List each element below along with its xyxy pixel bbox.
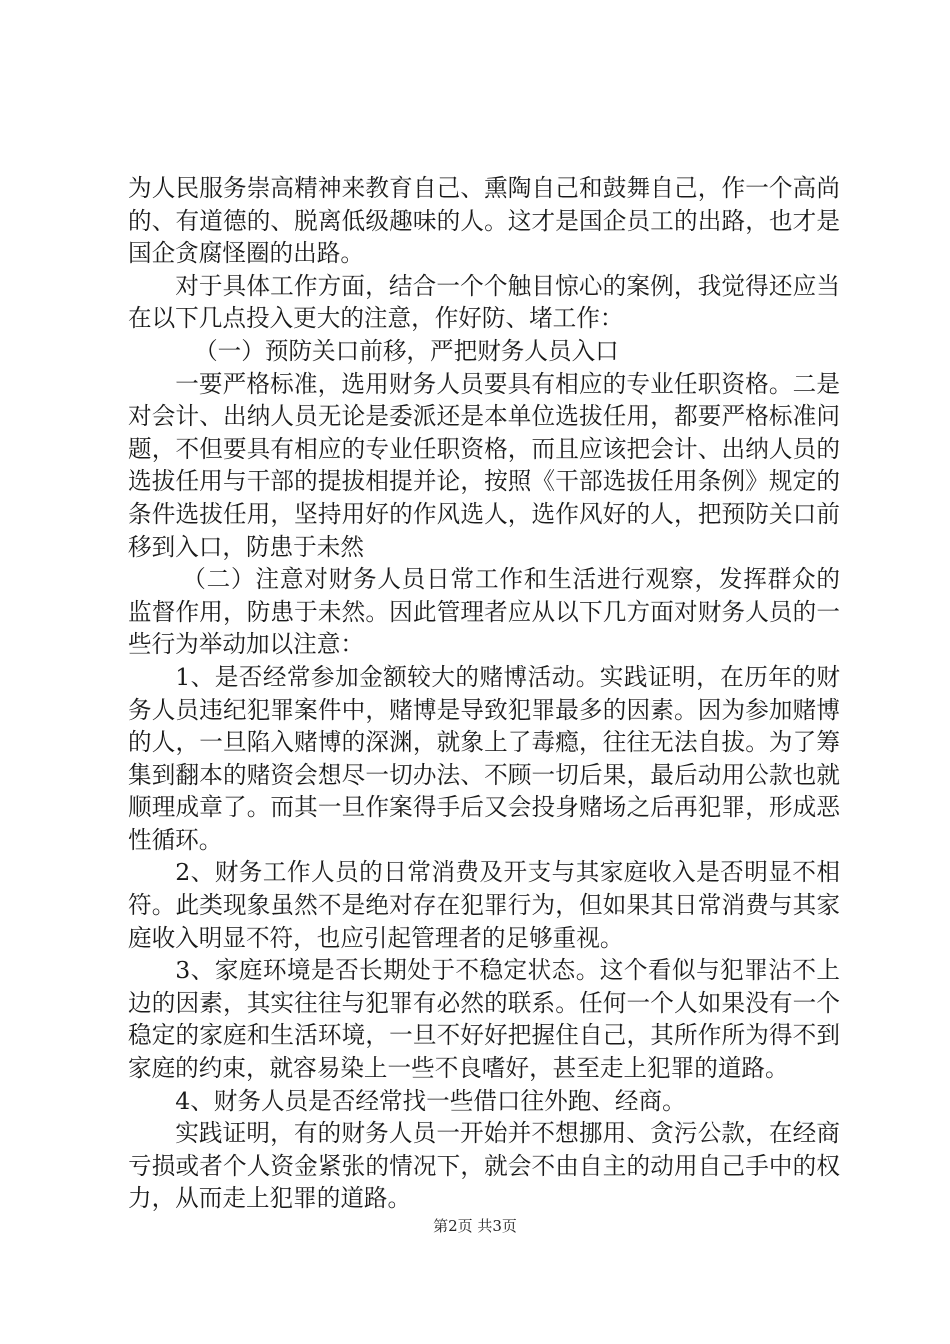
list-item-2: 2、财务工作人员的日常消费及开支与其家庭收入是否明显不相符。此类现象虽然不是绝对存在犯罪行为，但如果其日常消费与其家庭收入明显不符，也应引起管理者的足够重视。	[128, 858, 840, 952]
section-heading-1: （一）预防关口前移，严把财务人员入口	[194, 336, 619, 365]
list-item-4: 4、财务人员是否经常找一些借口往外跑、经商。	[175, 1086, 686, 1115]
list-item-1: 1、是否经常参加金额较大的赌博活动。实践证明，在历年的财务人员违纪犯罪案件中，赌博是导致犯罪最多的因素。因为参加赌博的人，一旦陷入赌博的深渊，就象上了毒瘾，往往无法自拔。为了筹集到翻本的赌资会想尽一切办法、不顾一切后果，最后动用公款也就顺理成章了。而其一旦作案得手后又会投身赌场之后再犯罪，形成恶性循环。	[128, 662, 840, 854]
section-heading-2: （二）注意对财务人员日常工作和生活进行观察，发挥群众的监督作用，防患于未然。因此管理者应从以下几方面对财务人员的一些行为举动加以注意：	[128, 565, 840, 659]
paragraph-standards: 一要严格标准，选用财务人员要具有相应的专业任职资格。二是对会计、出纳人员无论是委派还是本单位选拔任用，都要严格标准问题，不但要具有相应的专业任职资格，而且应该把会计、出纳人员的选拔任用与干部的提拔相提并论，按照《干部选拔任用条例》规定的条件选拔任用，坚持用好的作风选人，选作风好的人，把预防关口前移到入口，防患于未然	[128, 369, 840, 561]
page-footer: 第2页 共3页	[433, 1217, 517, 1235]
paragraph-continuation: 为人民服务崇高精神来教育自己、熏陶自己和鼓舞自己，作一个高尚的、有道德的、脱离低级趣味的人。这才是国企员工的出路，也才是国企贪腐怪圈的出路。	[128, 174, 840, 268]
paragraph-intro: 对于具体工作方面，结合一个个触目惊心的案例，我觉得还应当在以下几点投入更大的注意，作好防、堵工作：	[128, 271, 840, 333]
paragraph-conclusion: 实践证明，有的财务人员一开始并不想挪用、贪污公款，在经商亏损或者个人资金紧张的情况下，就会不由自主的动用自己手中的权力，从而走上犯罪的道路。	[128, 1119, 840, 1213]
document-body	[128, 172, 840, 1215]
list-item-3: 3、家庭环境是否长期处于不稳定状态。这个看似与犯罪沾不上边的因素，其实往往与犯罪有必然的联系。任何一个人如果没有一个稳定的家庭和生活环境，一旦不好好把握住自己，其所作所为得不到家庭的约束，就容易染上一些不良嗜好，甚至走上犯罪的道路。	[128, 956, 840, 1083]
